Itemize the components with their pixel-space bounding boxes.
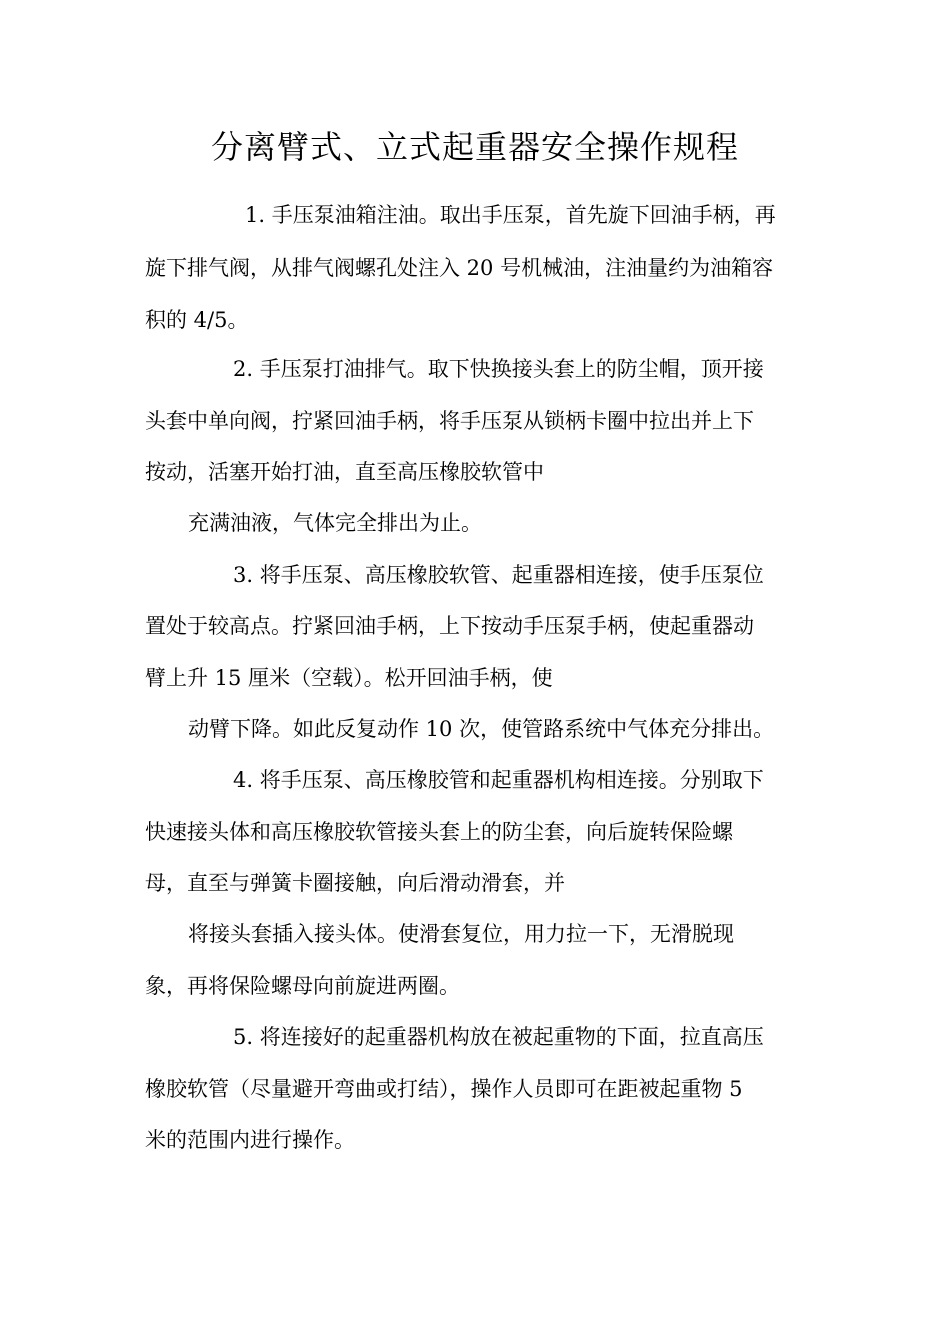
paragraph-line: 5. 将连接好的起重器机构放在被起重物的下面，拉直高压 <box>233 1025 764 1049</box>
paragraph-line: 米的范围内进行操作。 <box>145 1128 355 1152</box>
paragraph-line: 1. 手压泵油箱注油。取出手压泵，首先旋下回油手柄，再 <box>245 203 776 227</box>
paragraph-line: 积的 4/5。 <box>145 308 249 332</box>
paragraph-line: 象，再将保险螺母向前旋进两圈。 <box>145 974 460 998</box>
paragraph-line: 橡胶软管（尽量避开弯曲或打结），操作人员即可在距被起重物 5 <box>145 1077 743 1101</box>
paragraph-line: 充满油液，气体完全排出为止。 <box>188 511 482 535</box>
paragraph-line: 将接头套插入接头体。使滑套复位，用力拉一下，无滑脱现 <box>188 922 734 946</box>
paragraph-line: 2. 手压泵打油排气。取下快换接头套上的防尘帽，顶开接 <box>233 357 764 381</box>
paragraph-line: 置处于较高点。拧紧回油手柄，上下按动手压泵手柄，使起重器动 <box>145 614 754 638</box>
paragraph-line: 快速接头体和高压橡胶软管接头套上的防尘套，向后旋转保险螺 <box>145 820 733 844</box>
paragraph-line: 3. 将手压泵、高压橡胶软管、起重器相连接，使手压泵位 <box>233 563 764 587</box>
paragraph-line: 头套中单向阀，拧紧回油手柄，将手压泵从锁柄卡圈中拉出并上下 <box>145 409 754 433</box>
paragraph-line: 4. 将手压泵、高压橡胶管和起重器机构相连接。分别取下 <box>233 768 764 792</box>
paragraph-line: 臂上升 15 厘米（空载）。松开回油手柄，使 <box>145 666 553 690</box>
paragraph-line: 母，直至与弹簧卡圈接触，向后滑动滑套，并 <box>145 871 565 895</box>
paragraph-line: 按动，活塞开始打油，直至高压橡胶软管中 <box>145 460 544 484</box>
paragraph-line: 动臂下降。如此反复动作 10 次，使管路系统中气体充分排出。 <box>188 717 775 741</box>
paragraph-line: 旋下排气阀，从排气阀螺孔处注入 20 号机械油，注油量约为油箱容 <box>145 256 774 280</box>
document-title: 分离臂式、立式起重器安全操作规程 <box>210 128 739 166</box>
